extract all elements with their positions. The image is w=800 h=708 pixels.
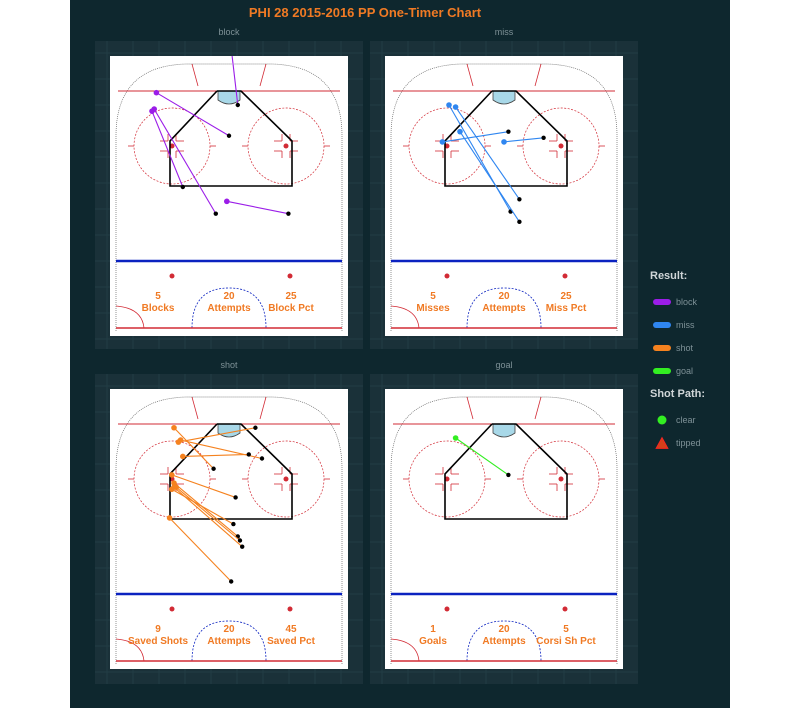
pass-origin-point <box>541 136 545 140</box>
legend-path-items <box>650 408 740 454</box>
legend-label: shot <box>676 342 694 353</box>
chart-title: PHI 28 2015-2016 PP One-Timer Chart <box>248 5 482 20</box>
stat-label: Misses <box>416 303 450 314</box>
stat-value: 1 <box>430 624 436 635</box>
legend-swatch <box>650 295 674 309</box>
stat-label: Saved Pct <box>267 636 315 647</box>
pass-origin-point <box>517 220 521 224</box>
legend-item-clear <box>650 408 740 431</box>
circle-icon <box>650 413 674 427</box>
legend-label: tipped <box>676 437 701 448</box>
legend-label: miss <box>676 319 695 330</box>
pass-origin-point <box>231 522 235 526</box>
legend-item-goal <box>650 359 740 382</box>
pass-origin-point <box>236 103 240 107</box>
legend-item-miss <box>650 313 740 336</box>
rink-goal <box>385 389 623 669</box>
pass-origin-point <box>233 495 237 499</box>
stat-label: Saved Shots <box>127 636 189 647</box>
legend-swatch <box>650 318 674 332</box>
facet-label-miss: miss <box>494 27 514 37</box>
pass-origin-point <box>211 467 215 471</box>
legend-swatch <box>650 364 674 378</box>
stat-label: Block Pct <box>268 303 314 314</box>
pass-origin-point <box>506 129 510 133</box>
legend-path-title: Shot Path: <box>650 388 705 400</box>
pass-origin-point <box>238 538 242 542</box>
pass-origin-point <box>214 211 218 215</box>
stat-label: Attempts <box>207 303 251 314</box>
stat-value: 20 <box>223 624 235 635</box>
stat-label: Miss Pct <box>545 303 587 314</box>
stat-label: Goals <box>419 636 447 647</box>
legend-swatch <box>650 341 674 355</box>
shot-origin-point <box>453 104 459 110</box>
stat-value: 5 <box>155 291 161 302</box>
stat-value: 5 <box>563 624 569 635</box>
pass-origin-point <box>240 544 244 548</box>
shot-origin-point <box>171 484 177 490</box>
legend-result-items <box>650 290 740 382</box>
shot-origin-point <box>171 425 177 431</box>
stat-value: 20 <box>223 291 235 302</box>
legend <box>650 270 740 454</box>
stat-value: 5 <box>430 291 436 302</box>
rink-block <box>110 56 348 336</box>
stat-value: 20 <box>498 291 510 302</box>
shot-origin-point <box>154 90 160 96</box>
pass-origin-point <box>229 579 233 583</box>
shot-origin-point <box>453 435 459 441</box>
legend-item-block <box>650 290 740 313</box>
stat-label: Blocks <box>141 303 175 314</box>
shot-origin-point <box>446 102 452 108</box>
pass-origin-point <box>506 473 510 477</box>
legend-label: goal <box>676 365 694 376</box>
facet-label-block: block <box>218 27 240 37</box>
shot-origin-point <box>224 199 230 205</box>
stat-value: 9 <box>155 624 161 635</box>
shot-origin-point <box>501 139 507 145</box>
pass-origin-point <box>286 211 290 215</box>
pass-origin-point <box>253 426 257 430</box>
pass-origin-point <box>260 456 264 460</box>
pass-origin-point <box>517 197 521 201</box>
rink-miss <box>385 56 623 336</box>
stat-label: Attempts <box>207 636 251 647</box>
rink-shot <box>110 389 348 669</box>
facet-label-goal: goal <box>495 360 513 370</box>
shot-origin-point <box>169 472 175 478</box>
legend-item-tipped <box>650 431 740 454</box>
facet-label-shot: shot <box>220 360 238 370</box>
stat-label: Corsi Sh Pct <box>536 636 596 647</box>
shot-origin-point <box>151 106 157 112</box>
legend-label: clear <box>676 414 696 425</box>
shot-origin-point <box>167 515 173 521</box>
legend-result-title: Result: <box>650 270 688 282</box>
stat-value: 25 <box>560 291 572 302</box>
pass-origin-point <box>227 134 231 138</box>
stat-value: 45 <box>285 624 297 635</box>
stat-value: 20 <box>498 624 510 635</box>
shot-origin-point <box>176 439 182 445</box>
shot-origin-point <box>440 139 446 145</box>
pass-origin-point <box>181 185 185 189</box>
shot-origin-point <box>180 454 186 460</box>
legend-label: block <box>676 296 698 307</box>
shot-origin-point <box>457 129 463 135</box>
legend-item-shot <box>650 336 740 359</box>
pass-origin-point <box>247 452 251 456</box>
stat-label: Attempts <box>482 303 526 314</box>
triangle-icon <box>650 436 674 450</box>
stat-value: 25 <box>285 291 297 302</box>
stat-label: Attempts <box>482 636 526 647</box>
